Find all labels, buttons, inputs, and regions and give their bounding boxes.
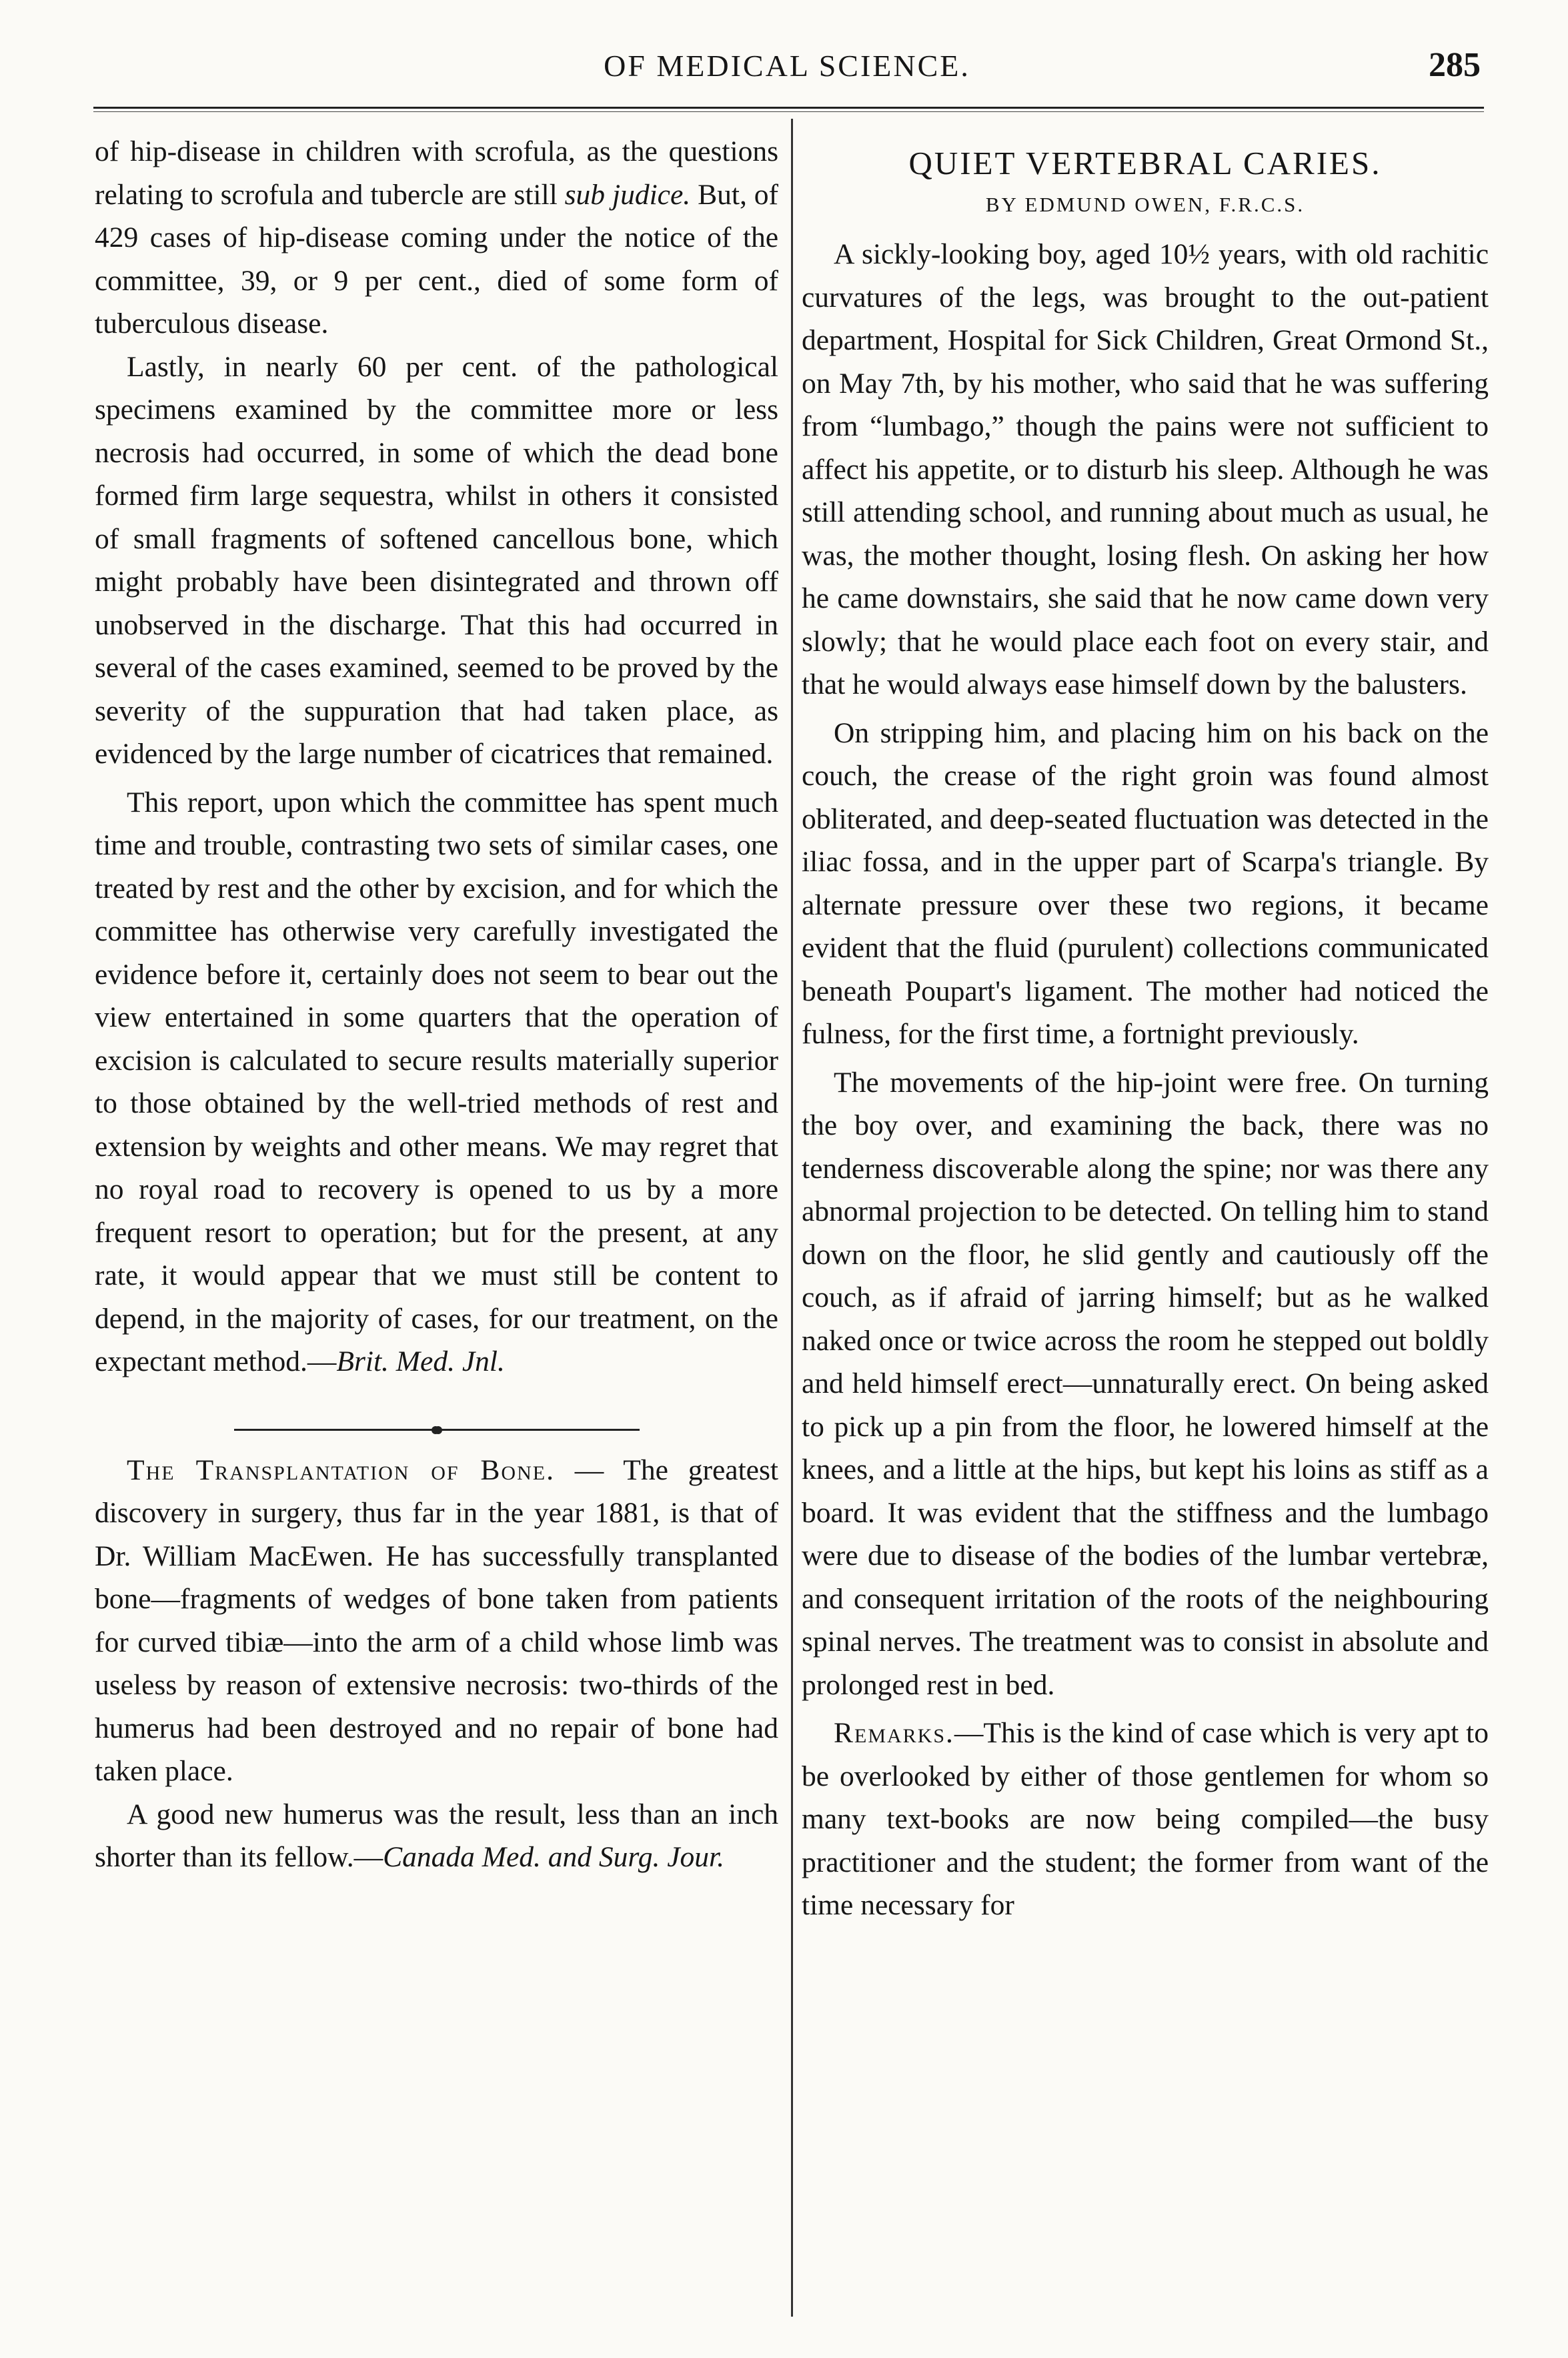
paragraph-transplantation bbox=[95, 1449, 778, 1793]
page-number: 285 bbox=[1429, 46, 1481, 84]
paragraph-text: — The greatest discovery in surgery, thus far in the year 1881, is that of Dr. William MacEwen. He has successfully transplanted bone—fragments of wedges of bone taken from patients for curved tibiæ—into the arm of a child whose limb was useless by reason of extensive necrosis: two-thirds of the humerus had been destroyed and no repair of bone had taken place. bbox=[95, 1453, 778, 1787]
running-title: OF MEDICAL SCIENCE. bbox=[604, 49, 970, 83]
paragraph-movements: The movements of the hip-joint were free. On turning the boy over, and examining the back, there was no tenderness discoverable along the spine; nor was there any abnormal projection to be detected. On telling him to stand down on the floor, he slid gently and cautiously off the couch, as if afraid of jarring himself; but as he walked naked once or twice across the room he stepped out boldly and held himself erect—unnaturally erect. On being asked to pick up a pin from the floor, he lowered himself at the knees, and a little at the hips, but kept his loins as stiff as a board. It was evident that the stiffness and the lumbago were due to disease of the bodies of the lumbar vertebræ, and consequent irritation of the roots of the neighbouring spinal nerves. The treatment was to consist in absolute and prolonged rest in bed. bbox=[802, 1066, 1489, 1701]
paragraph-text: This report, upon which the committee has spent much time and trouble, contrasting two sets of similar cases, one treated by rest and the other by excision, and for which the committee has otherwise very carefully investigated the evidence before it, certainly does not seem to bear out the view entertained in some quarters that the operation of excision is calculated to secure results materially superior to those obtained by the well-tried methods of rest and extension by weights and other means. We may regret that no royal road to recovery is opened to us by a more frequent resort to operation; but for the present, at any rate, it would appear that we must still be content to depend, in the majority of cases, for our treatment, on the expectant method.— bbox=[95, 786, 778, 1377]
column-rule bbox=[791, 119, 793, 2317]
paragraph-report bbox=[95, 781, 778, 1383]
divider-line bbox=[234, 1429, 434, 1431]
paragraph-necrosis: Lastly, in nearly 60 per cent. of the pathological specimens examined by the committee more or less necrosis had occurred, in some of which the dead bone formed firm large sequestra, whilst in others it consisted of small fragments of softened cancellous bone, which might probably have been disintegrated and thrown off unobserved in the discharge. That this had occurred in several of the cases examined, seemed to be proved by the severity of the suppuration that had taken place, as evidenced by the large number of cicatrices that remained. bbox=[95, 350, 778, 770]
italic-phrase: sub judice. bbox=[564, 178, 691, 211]
paragraph-text: —This is the kind of case which is very apt to be overlooked by either of those gentlemen for whom so many text-books are now being compiled—the busy practitioner and the student; the former from want of the time necessary for bbox=[802, 1717, 1489, 1921]
article-heading: The Transplantation of Bone. bbox=[127, 1453, 555, 1486]
right-column bbox=[802, 130, 1489, 1927]
paragraph-humerus bbox=[95, 1793, 778, 1879]
paragraph-case-history: A sickly-looking boy, aged 10½ years, with old rachitic curvatures of the legs, was brought to the out-patient department, Hospital for Sick Children, Great Ormond St., on May 7th, by his mother, who said that he was suffering from “lumbago,” though the pains were not sufficient to affect his appetite, or to disturb his sleep. Although he was still attending school, and running about much as usual, he was, the mother thought, losing flesh. On asking her how he came downstairs, she said that he now came down very slowly; that he would place each foot on every stair, and that he would always ease himself down by the balusters. bbox=[802, 238, 1489, 700]
section-divider bbox=[95, 1406, 778, 1422]
paragraph-remarks bbox=[802, 1712, 1489, 1927]
divider-line bbox=[440, 1429, 640, 1431]
paragraph-text: A good new humerus was the result, less than an inch shorter than its fellow.— bbox=[95, 1798, 778, 1873]
article-title: QUIET VERTEBRAL CARIES. bbox=[908, 145, 1382, 181]
paragraph-text: of hip-disease in children with scrofula, as the questions relating to scrofula and tubercle are still bbox=[95, 135, 778, 211]
article-byline: BY EDMUND OWEN, F.R.C.S. bbox=[985, 193, 1305, 216]
source-citation: Brit. Med. Jnl. bbox=[336, 1345, 505, 1377]
source-citation: Canada Med. and Surg. Jour. bbox=[383, 1841, 725, 1873]
paragraph-text: But, of 429 cases of hip-disease coming under the notice of the committee, 39, or 9 per cent., died of some form of tuberculous disease. bbox=[95, 178, 778, 340]
paragraph-examination: On stripping him, and placing him on his back on the couch, the crease of the right groin was found almost obliterated, and deep-seated fluctuation was detected in the iliac fossa, and in the upper part of Scarpa's triangle. By alternate pressure over these two regions, it became evident that the fluid (purulent) collections communicated beneath Poupart's ligament. The mother had noticed the fulness, for the first time, a fortnight previously. bbox=[802, 716, 1489, 1050]
paragraph-hip-disease bbox=[95, 130, 778, 346]
running-head bbox=[93, 35, 1481, 88]
header-rule bbox=[93, 107, 1484, 112]
left-column bbox=[95, 130, 778, 1879]
remarks-heading: Remarks. bbox=[834, 1717, 954, 1749]
